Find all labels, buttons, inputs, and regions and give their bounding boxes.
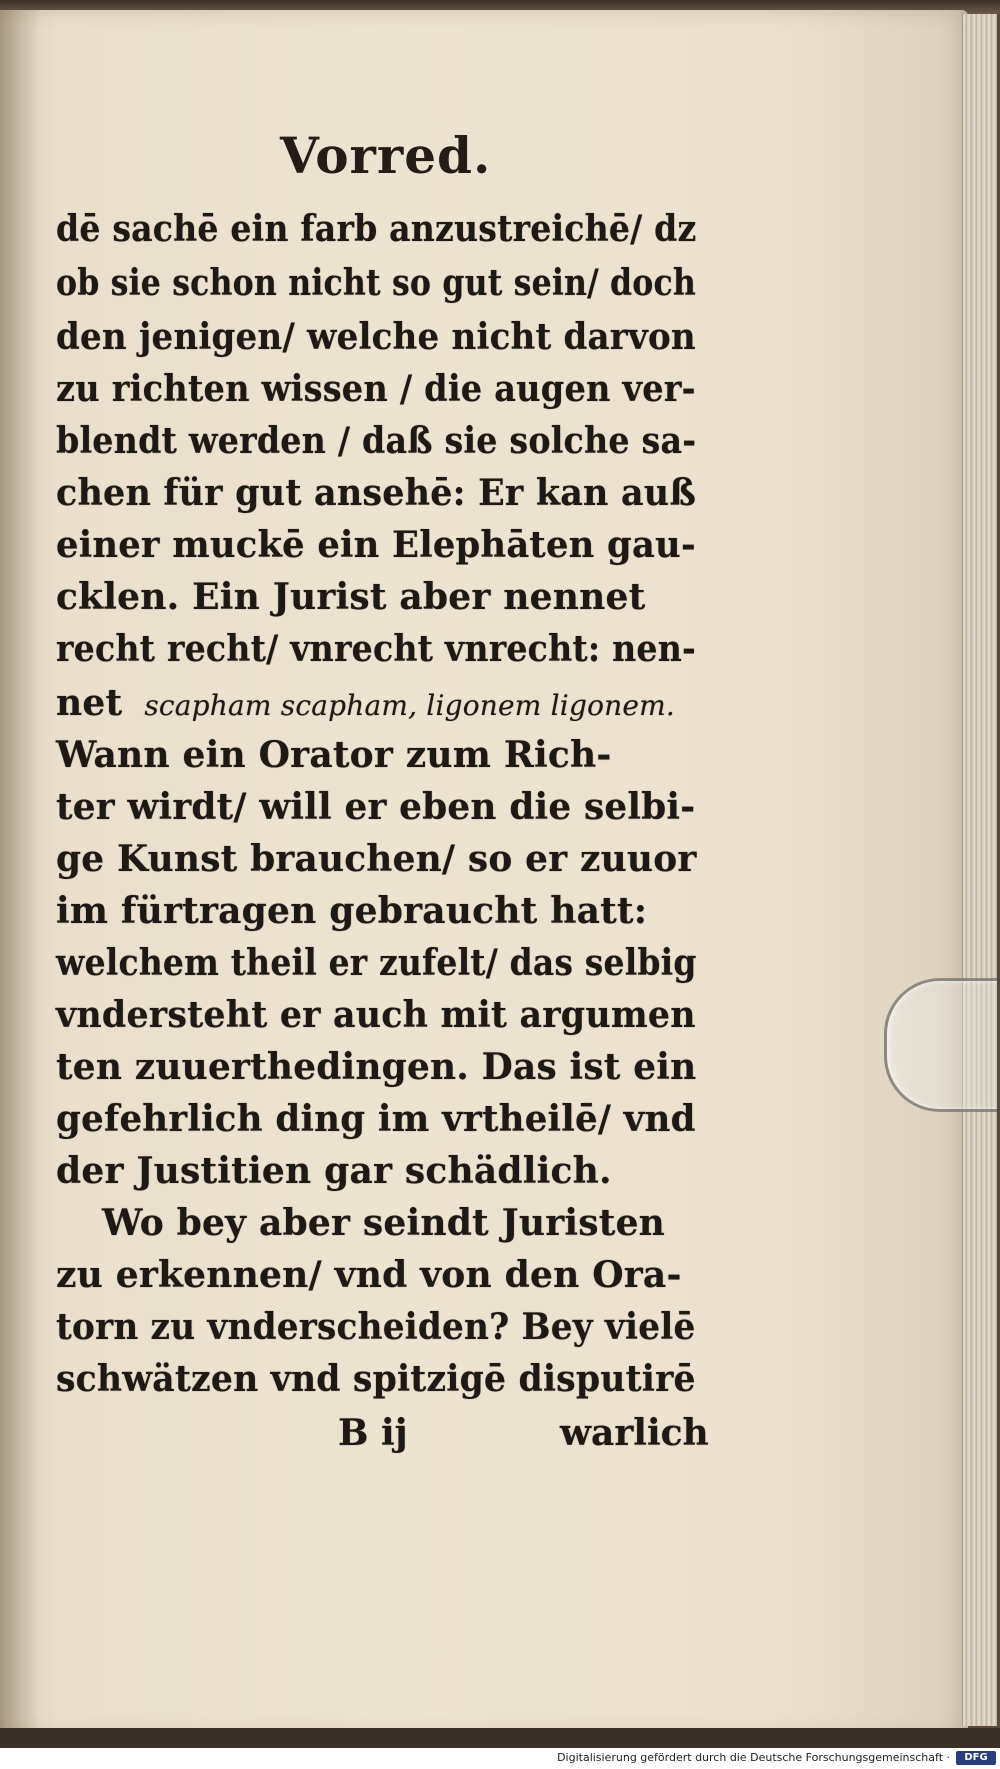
text-line: einer muckē ein Elephāten gau- (56, 524, 696, 566)
footer-bar (0, 1748, 1000, 1769)
text-line: vndersteht er auch mit argumen (56, 994, 696, 1036)
text-line: blendt werden / daß sie solche sa- (56, 420, 697, 462)
text-line: zu erkennen/ vnd von den Ora- (56, 1254, 682, 1296)
latin-quotation: scapham scapham, ligonem ligonem. (144, 689, 675, 722)
text-line: recht recht/ vnrecht vnrecht: nen- (56, 628, 696, 670)
text-line: Wann ein Orator zum Rich- (56, 734, 612, 776)
text-line: der Justitien gar schädlich. (56, 1150, 612, 1192)
text-line: ge Kunst brauchen/ so er zuuor (56, 838, 697, 880)
running-head: Vorred. (280, 126, 492, 185)
latin-line-lead: net (56, 682, 123, 724)
page-edges (962, 14, 997, 1726)
text-line: ob sie schon nicht so gut sein/ doch (56, 262, 697, 304)
text-line: zu richten wissen / die augen ver- (56, 368, 696, 410)
text-line: torn zu vnderscheiden? Bey vielē (56, 1306, 696, 1348)
catchword: warlich (560, 1412, 709, 1454)
text-line: chen für gut ansehē: Er kan auß (56, 472, 697, 514)
text-line: ter wirdt/ will er eben die selbi- (56, 786, 696, 828)
text-line: gefehrlich ding im vrtheilē/ vnd (56, 1098, 696, 1140)
text-line: welchem theil er zufelt/ das selbig (56, 942, 697, 984)
dfg-logo: DFG (956, 1751, 996, 1765)
page-clip (884, 978, 997, 1112)
text-line: im fürtragen gebraucht hatt: (56, 890, 648, 932)
text-line: den jenigen/ welche nicht darvon (56, 316, 696, 358)
latin-line (56, 682, 675, 724)
bottom-edge (0, 1728, 1000, 1748)
text-line: schwätzen vnd spitzigē disputirē (56, 1358, 696, 1400)
signature-mark: B ij (338, 1412, 408, 1454)
text-line: Wo bey aber seindt Juristen (102, 1202, 666, 1244)
spine-shadow (0, 10, 40, 1735)
text-line: cklen. Ein Jurist aber nennet (56, 576, 646, 618)
text-line: ten zuuerthedingen. Das ist ein (56, 1046, 697, 1088)
footer-credit: Digitalisierung gefördert durch die Deutsche Forschungsgemeinschaft · (557, 1751, 950, 1764)
text-line: dē sachē ein farb anzustreichē/ dz (56, 208, 697, 250)
